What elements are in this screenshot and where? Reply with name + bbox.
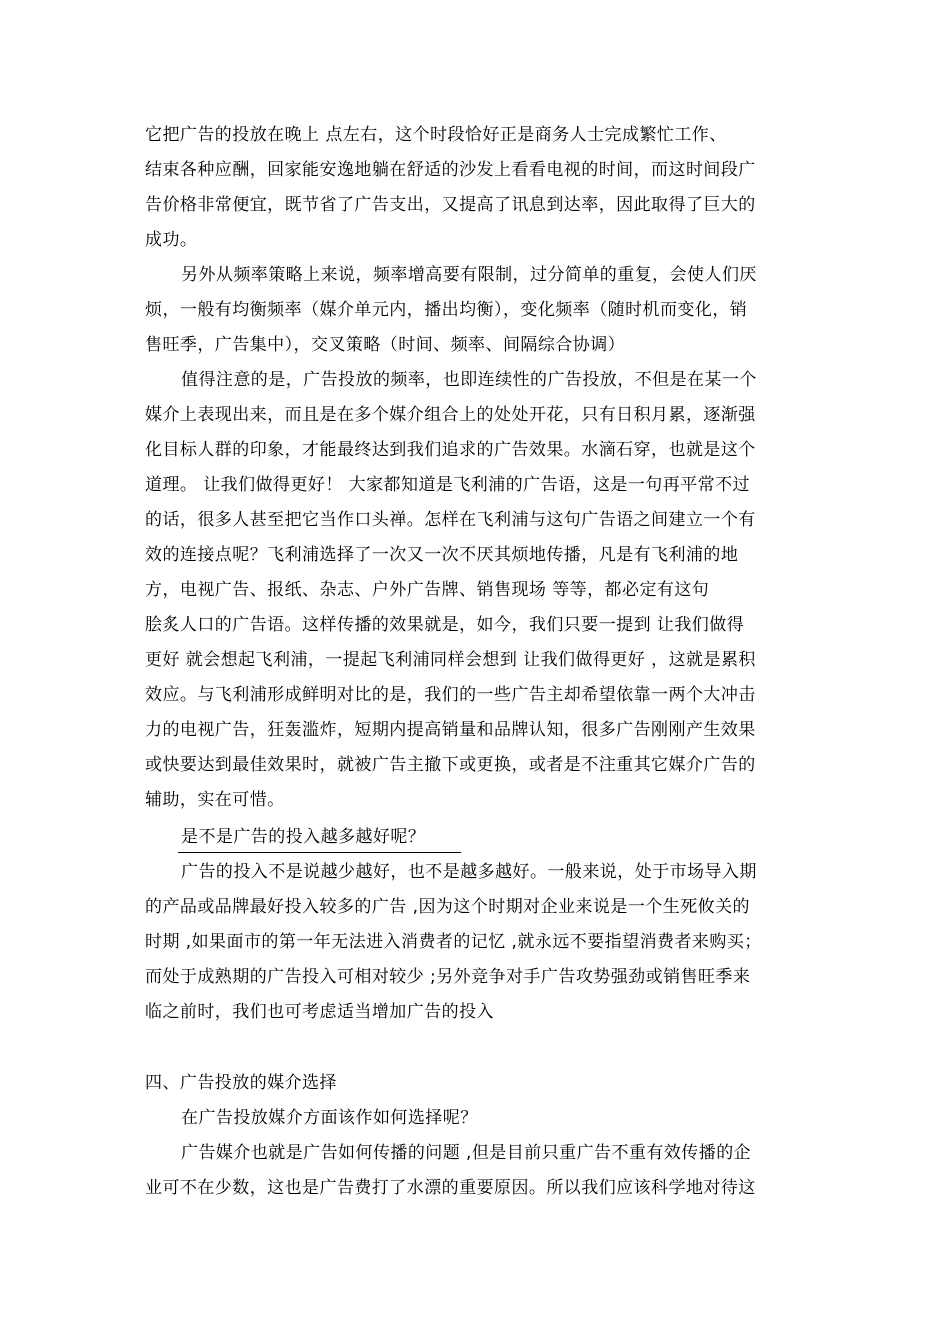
text-line: 辅助，实在可惜。	[145, 790, 285, 810]
paragraph-first-line: 另外从频率策略上来说，频率增高要有限制，过分简单的重复，会使人们厌	[181, 265, 757, 285]
paragraph-first-line: 广告的投入不是说越少越好，也不是越多越好。一般来说，处于市场导入期	[181, 862, 757, 882]
text-line: 道理。 让我们做得更好！ 大家都知道是飞利浦的广告语，这是一句再平常不过	[145, 475, 751, 495]
text-line: 媒介上表现出来，而且是在多个媒介组合上的处处开花，只有日积月累，逐渐强	[145, 405, 756, 425]
text-line: 成功。	[145, 230, 198, 250]
section-question: 是不是广告的投入越多越好呢？	[181, 827, 426, 847]
text-line: 而处于成熟期的广告投入可相对较少 ;另外竞争对手广告攻势强劲或销售旺季来	[145, 967, 751, 987]
paragraph-first-line: 在广告投放媒介方面该作如何选择呢？	[181, 1108, 478, 1128]
text-line: 的话，很多人甚至把它当作口头禅。怎样在飞利浦与这句广告语之间建立一个有	[145, 510, 756, 530]
text-line: 或快要达到最佳效果时，就被广告主撤下或更换，或者是不注重其它媒介广告的	[145, 755, 756, 775]
text-line: 告价格非常便宜，既节省了广告支出，又提高了讯息到达率，因此取得了巨大的	[145, 195, 756, 215]
text-line: 更好 就会想起飞利浦，一提起飞利浦同样会想到 让我们做得更好 ，这就是累积	[145, 650, 756, 670]
text-line: 业可不在少数，这也是广告费打了水漂的重要原因。所以我们应该科学地对待这	[145, 1178, 756, 1198]
text-line: 效的连接点呢？飞利浦选择了一次又一次不厌其烦地传播，凡是有飞利浦的地	[145, 545, 739, 565]
text-line: 方，电视广告、报纸、杂志、户外广告牌、销售现场 等等，都必定有这句	[145, 580, 710, 600]
paragraph-first-line: 广告媒介也就是广告如何传播的问题 ,但是目前只重广告不重有效传播的企	[181, 1143, 752, 1163]
text-line: 化目标人群的印象，才能最终达到我们追求的广告效果。水滴石穿，也就是这个	[145, 440, 756, 460]
section-heading: 四、广告投放的媒介选择	[145, 1073, 337, 1093]
text-line: 时期 ,如果面市的第一年无法进入消费者的记忆 ,就永远不要指望消费者来购买；	[145, 932, 762, 952]
text-line: 的产品或品牌最好投入较多的广告 ,因为这个时期对企业来说是一个生死攸关的	[145, 897, 751, 917]
text-line: 它把广告的投放在晚上 点左右，这个时段恰好正是商务人士完成繁忙工作、	[145, 125, 727, 145]
paragraph-first-line: 值得注意的是，广告投放的频率，也即连续性的广告投放，不但是在某一个	[181, 370, 757, 390]
text-line: 脍炙人口的广告语。这样传播的效果就是，如今，我们只要一提到 让我们做得	[145, 615, 745, 635]
question-underline	[178, 852, 461, 853]
text-line: 烦，一般有均衡频率（媒介单元内，播出均衡），变化频率（随时机而变化，销	[145, 300, 748, 320]
text-line: 结束各种应酬，回家能安逸地躺在舒适的沙发上看看电视的时间，而这时间段广	[145, 160, 756, 180]
text-line: 力的电视广告，狂轰滥炸，短期内提高销量和品牌认知，很多广告刚刚产生效果	[145, 720, 756, 740]
text-line: 售旺季，广告集中），交叉策略（时间、频率、间隔综合协调）	[145, 335, 626, 355]
text-line: 临之前时，我们也可考虑适当增加广告的投入	[145, 1002, 494, 1022]
text-line: 效应。与飞利浦形成鲜明对比的是，我们的一些广告主却希望依靠一两个大冲击	[145, 685, 756, 705]
